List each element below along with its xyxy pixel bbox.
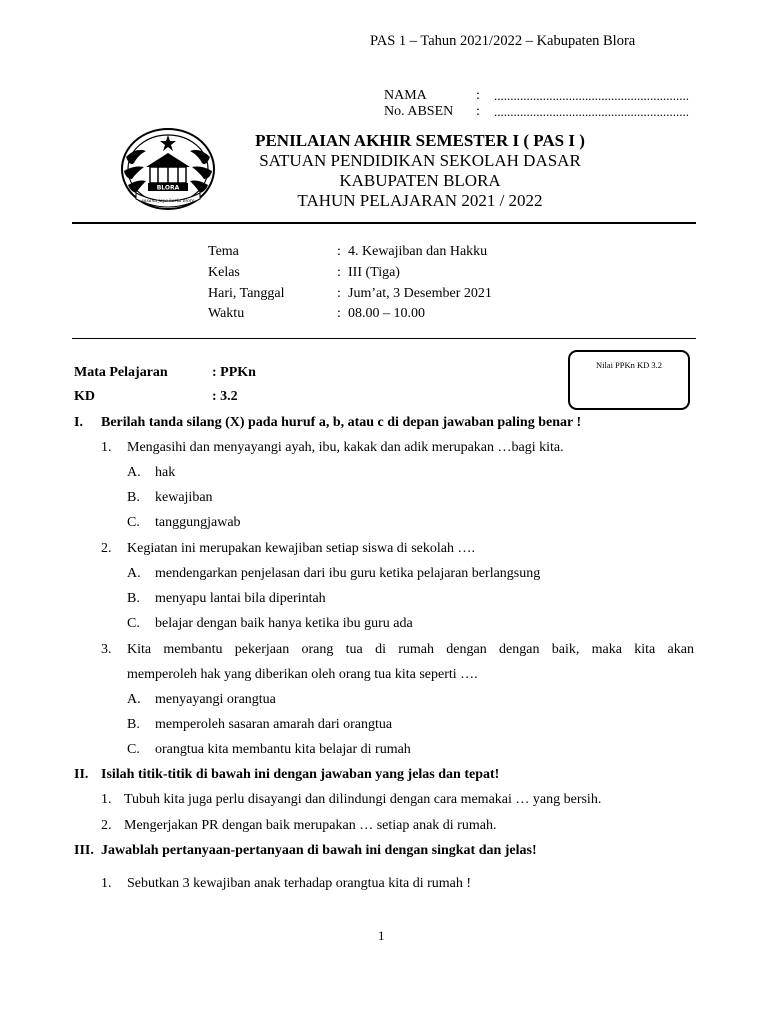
info-label-tema: Tema — [208, 244, 239, 259]
question-number: 2. — [101, 818, 112, 833]
option-letter[interactable]: C. — [127, 515, 140, 530]
info-label-hari-tanggal: Hari, Tanggal — [208, 286, 285, 301]
kd-value: : 3.2 — [212, 389, 238, 404]
option-letter[interactable]: C. — [127, 616, 140, 631]
option-text: orangtua kita membantu kita belajar di rumah — [155, 742, 411, 757]
absen-colon: : — [476, 104, 480, 119]
question-text: Sebutkan 3 kewajiban anak terhadap orangtua kita di rumah ! — [127, 876, 472, 891]
page-number: 1 — [378, 928, 385, 943]
info-colon: : — [337, 286, 341, 301]
header-divider — [72, 222, 696, 224]
absen-field[interactable]: ............................................................ — [494, 104, 689, 119]
question-text: Tubuh kita juga perlu disayangi dan dilindungi dengan cara memakai … yang bersih. — [124, 792, 602, 807]
option-text: menyayangi orangtua — [155, 692, 276, 707]
question-text-line: Kita membantu pekerjaan orang tua di rumah dengan dengan baik, maka kita akan — [127, 642, 694, 657]
kd-label: KD — [74, 389, 95, 404]
info-label-kelas: Kelas — [208, 265, 240, 280]
option-letter[interactable]: B. — [127, 717, 140, 732]
option-letter[interactable]: A. — [127, 465, 141, 480]
option-letter[interactable]: B. — [127, 591, 140, 606]
name-field[interactable]: ............................................................ — [494, 88, 689, 103]
info-value-kelas: III (Tiga) — [348, 265, 400, 280]
question-text: Mengerjakan PR dengan baik merupakan … setiap anak di rumah. — [124, 818, 497, 833]
regency-title: KABUPATEN BLORA — [339, 171, 501, 190]
question-text: Kegiatan ini merupakan kewajiban setiap siswa di sekolah …. — [127, 541, 475, 556]
absen-label: No. ABSEN — [384, 104, 454, 119]
subject-value: : PPKn — [212, 365, 256, 380]
subject-label: Mata Pelajaran — [74, 365, 168, 380]
info-colon: : — [337, 306, 341, 321]
school-level-title: SATUAN PENDIDIKAN SEKOLAH DASAR — [259, 151, 581, 170]
score-box[interactable] — [568, 350, 690, 410]
section-1-number: I. — [74, 415, 83, 430]
info-divider — [72, 338, 696, 339]
option-text: tanggungjawab — [155, 515, 241, 530]
info-value-hari-tanggal: Jum’at, 3 Desember 2021 — [348, 286, 492, 301]
question-text-line: memperoleh hak yang diberikan oleh orang tua kita seperti …. — [127, 667, 478, 682]
option-letter[interactable]: B. — [127, 490, 140, 505]
option-text: memperoleh sasaran amarah dari orangtua — [155, 717, 393, 732]
svg-text:sasana jaya karta blora: sasana jaya karta blora — [141, 199, 195, 204]
question-text: Mengasihi dan menyayangi ayah, ibu, kakak dan adik merupakan …bagi kita. — [127, 440, 564, 455]
section-3-instruction: Jawablah pertanyaan-pertanyaan di bawah ini dengan singkat dan jelas! — [101, 843, 537, 858]
name-colon: : — [476, 88, 480, 103]
info-colon: : — [337, 244, 341, 259]
section-3-number: III. — [74, 843, 94, 858]
option-text: belajar dengan baik hanya ketika ibu guru ada — [155, 616, 413, 631]
option-letter[interactable]: A. — [127, 692, 141, 707]
section-2-number: II. — [74, 767, 89, 782]
section-1-instruction: Berilah tanda silang (X) pada huruf a, b, atau c di depan jawaban paling benar ! — [101, 415, 582, 430]
academic-year-title: TAHUN PELAJARAN 2021 / 2022 — [297, 191, 543, 210]
option-text: menyapu lantai bila diperintah — [155, 591, 326, 606]
option-letter[interactable]: C. — [127, 742, 140, 757]
question-number: 2. — [101, 541, 112, 556]
option-text: hak — [155, 465, 176, 480]
question-number: 1. — [101, 440, 112, 455]
exam-title: PENILAIAN AKHIR SEMESTER I ( PAS I ) — [255, 131, 585, 150]
score-box-label: Nilai PPKn KD 3.2 — [595, 360, 663, 370]
option-text: kewajiban — [155, 490, 213, 505]
info-label-waktu: Waktu — [208, 306, 245, 321]
question-number: 3. — [101, 642, 112, 657]
running-header: PAS 1 – Tahun 2021/2022 – Kabupaten Blora — [370, 33, 636, 49]
info-colon: : — [337, 265, 341, 280]
option-text: mendengarkan penjelasan dari ibu guru ketika pelajaran berlangsung — [155, 566, 541, 581]
question-number: 1. — [101, 876, 112, 891]
info-value-tema: 4. Kewajiban dan Hakku — [348, 244, 488, 259]
name-label: NAMA — [384, 88, 427, 103]
svg-text:BLORA: BLORA — [156, 184, 180, 192]
question-number: 1. — [101, 792, 112, 807]
option-letter[interactable]: A. — [127, 566, 141, 581]
info-value-waktu: 08.00 – 10.00 — [348, 306, 425, 321]
section-2-instruction: Isilah titik-titik di bawah ini dengan jawaban yang jelas dan tepat! — [101, 767, 500, 782]
